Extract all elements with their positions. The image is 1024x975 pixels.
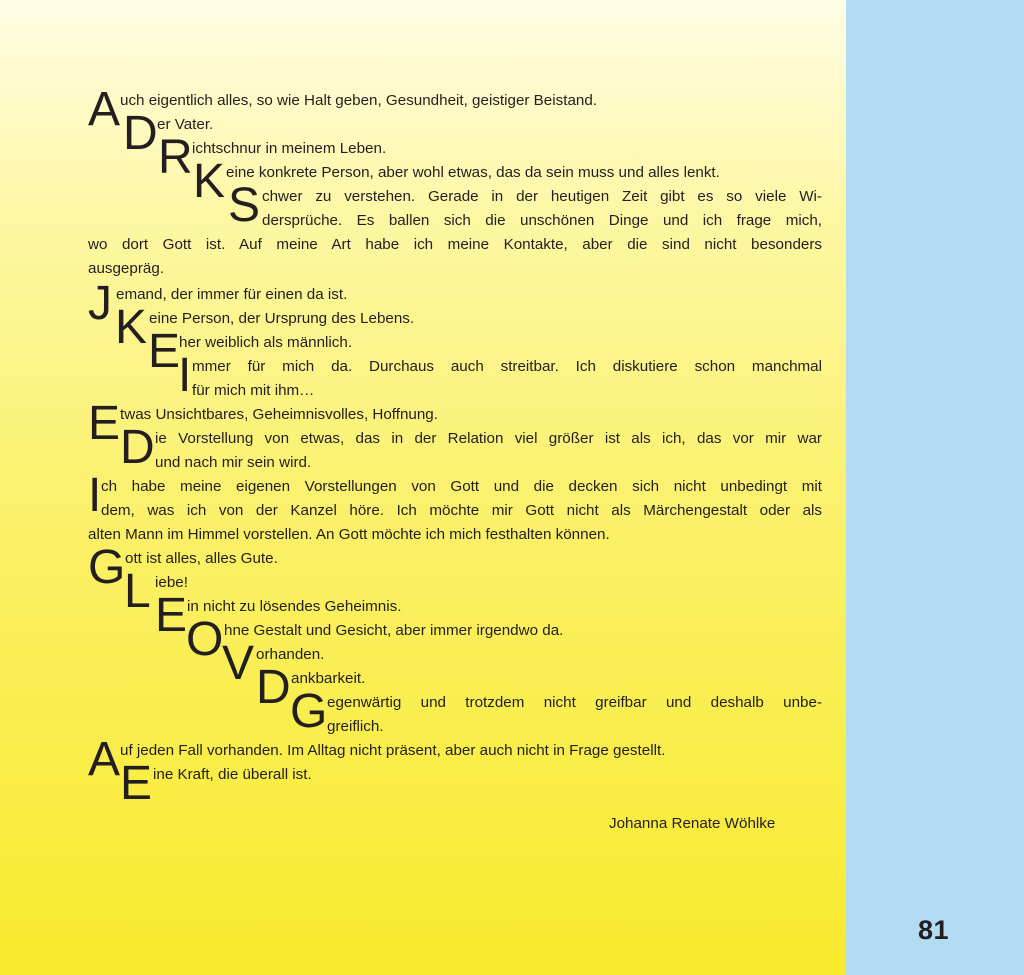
initial-letter: L xyxy=(124,565,150,618)
initial-letter: R xyxy=(158,131,192,184)
initial-letter: E xyxy=(88,397,120,450)
poem-line: her weiblich als männlich. xyxy=(179,334,353,351)
poem-line: für mich mit ihm… xyxy=(192,382,315,399)
initial-letter: A xyxy=(88,733,120,786)
poem-line: und nach mir sein wird. xyxy=(155,454,312,471)
poem-line: ott ist alles, alles Gute. xyxy=(125,550,278,567)
initial-letter: E xyxy=(155,589,187,642)
initial-letter: G xyxy=(290,685,327,738)
initial-letter: O xyxy=(186,613,223,666)
initial-letter: I xyxy=(178,349,191,402)
initial-letter: I xyxy=(88,469,101,522)
poem-line: greiflich. xyxy=(327,718,384,735)
poem-line: uch eigentlich alles, so wie Halt geben, Gesundheit, geistiger Beistand. xyxy=(120,92,598,109)
initial-letter: D xyxy=(256,661,290,714)
poem-line: egenwärtig und trotzdem nicht greifbar und deshalb unbe- xyxy=(327,694,822,711)
initial-letter: G xyxy=(88,541,125,594)
poem-line: uf jeden Fall vorhanden. Im Alltag nicht präsent, aber auch nicht in Frage gestellt. xyxy=(120,742,666,759)
initial-letter: K xyxy=(193,155,225,208)
poem-line: in nicht zu lösendes Geheimnis. xyxy=(187,598,402,615)
poem-line: iebe! xyxy=(155,574,188,591)
poem-line: ie Vorstellung von etwas, das in der Relation viel größer ist als ich, das vor mir war xyxy=(155,430,822,447)
page-number: 81 xyxy=(918,915,950,945)
poem-line: eine Person, der Ursprung des Lebens. xyxy=(149,310,415,327)
poem-line: er Vater. xyxy=(157,116,214,133)
poem-line: eine konkrete Person, aber wohl etwas, das da sein muss und alles lenkt. xyxy=(226,164,720,181)
initial-letter: S xyxy=(228,179,260,232)
poem-line: dersprüche. Es ballen sich die unschönen Dinge und ich frage mich, xyxy=(262,212,822,229)
poem-line: orhanden. xyxy=(256,646,325,663)
initial-letter: E xyxy=(120,757,152,810)
initial-letter: D xyxy=(123,107,157,160)
initial-letter: E xyxy=(148,325,180,378)
poem-line: ichtschnur in meinem Leben. xyxy=(192,140,387,157)
poem-line: ch habe meine eigenen Vorstellungen von Gott und die decken sich nicht unbedingt mit xyxy=(101,478,822,495)
poem-line: hne Gestalt und Gesicht, aber immer irgendwo da. xyxy=(224,622,564,639)
initial-letter: J xyxy=(88,277,111,330)
poem-line: chwer zu verstehen. Gerade in der heutigen Zeit gibt es so viele Wi- xyxy=(262,188,822,205)
poem-line: dem, was ich von der Kanzel höre. Ich möchte mir Gott nicht als Märchengestalt oder als xyxy=(101,502,822,519)
poem-line: ine Kraft, die überall ist. xyxy=(153,766,312,783)
initial-letter: V xyxy=(222,637,254,690)
initial-letter: A xyxy=(88,83,120,136)
initial-letter: D xyxy=(120,421,154,474)
poem-line: twas Unsichtbares, Geheimnisvolles, Hoffnung. xyxy=(120,406,438,423)
author-name: Johanna Renate Wöhlke xyxy=(609,815,776,832)
poem-line: mmer für mich da. Durchaus auch streitbar. Ich diskutiere schon manchmal xyxy=(192,358,822,375)
poem-line: wo dort Gott ist. Auf meine Art habe ich meine Kontakte, aber die sind nicht besonders xyxy=(88,236,822,253)
poem-line: alten Mann im Himmel vorstellen. An Gott möchte ich mich festhalten können. xyxy=(88,526,610,543)
side-color-band xyxy=(846,0,1024,975)
poem-line: ausgepräg. xyxy=(88,260,164,277)
poem-line: ankbarkeit. xyxy=(291,670,366,687)
initial-letter: K xyxy=(115,301,147,354)
poem-line: emand, der immer für einen da ist. xyxy=(116,286,348,303)
